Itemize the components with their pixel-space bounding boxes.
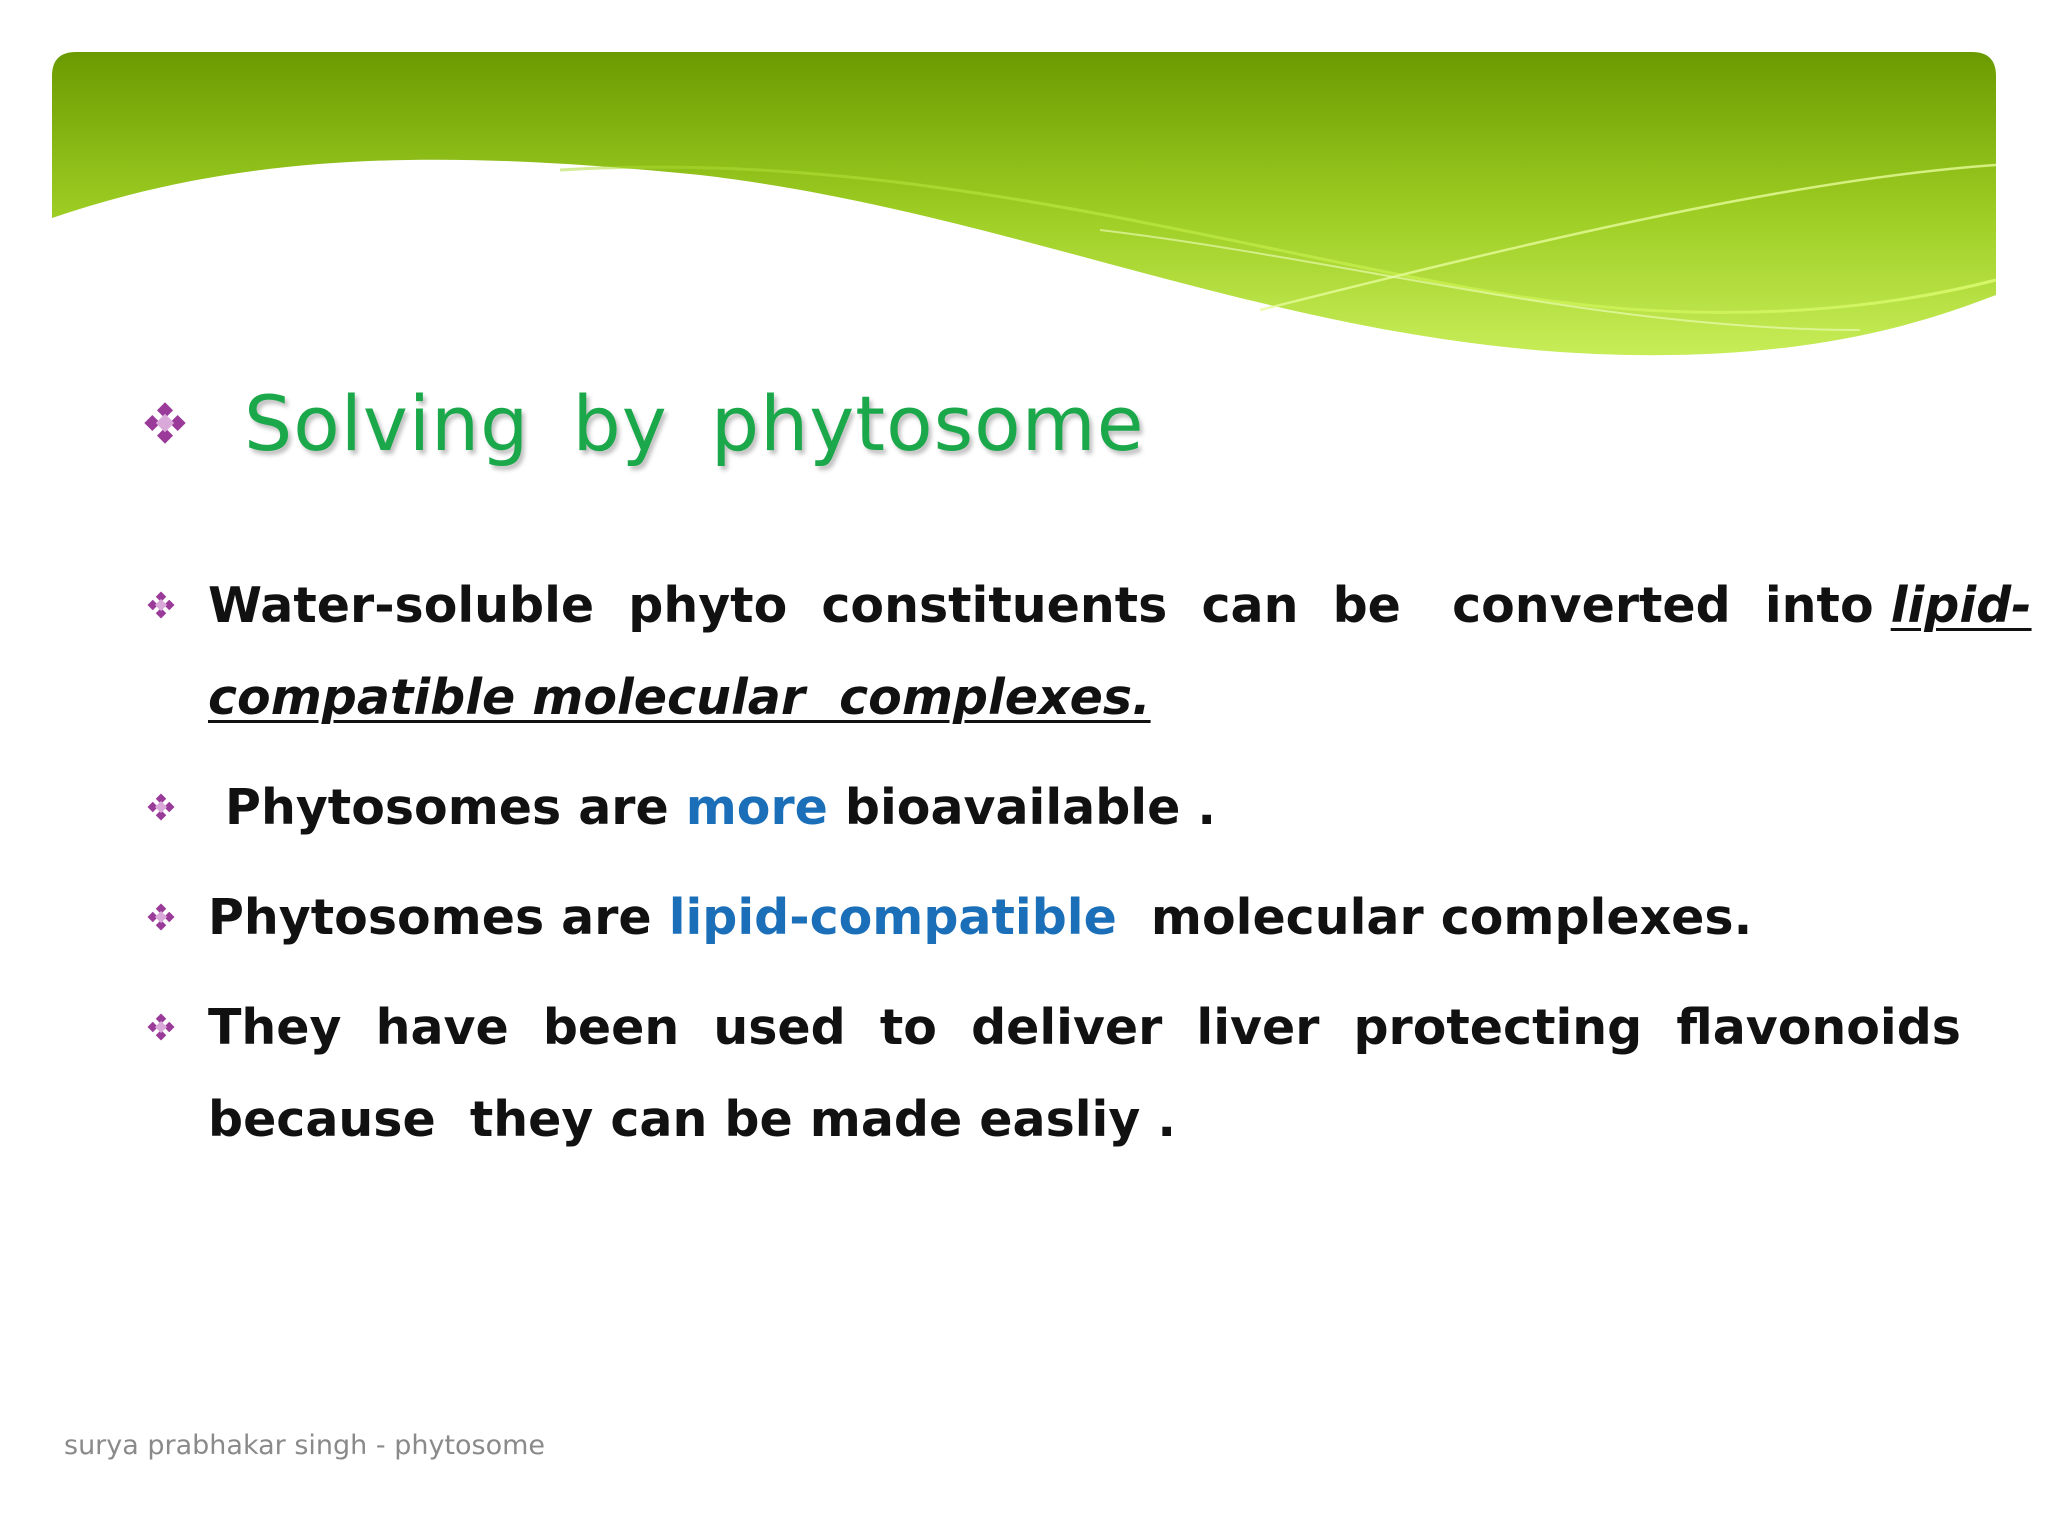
bullet-line: because they can be made easliy . [208, 1091, 1176, 1148]
page-title: Solving by phytosome [244, 378, 1145, 468]
bullet-line: They have been used to deliver liver protecting flavonoids [208, 999, 1961, 1056]
bullet-line: Water-soluble phyto constituents can be converted into lipid- [208, 577, 2032, 634]
bullet-line: Phytosomes are more bioavailable . [208, 779, 1216, 836]
bullet-line: Phytosomes are lipid-compatible molecular complexes. [208, 889, 1753, 946]
list-item [142, 872, 1922, 964]
title-row [142, 368, 1144, 478]
list-item [142, 982, 1961, 1166]
list-item [142, 560, 2032, 744]
bullet-list [142, 560, 2032, 1184]
diamond-bullet-icon [146, 792, 176, 822]
green-wave-banner [0, 0, 2048, 400]
footer-text: surya prabhakar singh - phytosome [64, 1430, 546, 1461]
bullet-line: compatible molecular complexes. [208, 669, 1151, 726]
diamond-bullet-icon [146, 1012, 176, 1042]
diamond-bullet-icon [142, 400, 188, 446]
list-item [142, 762, 1922, 854]
diamond-bullet-icon [146, 902, 176, 932]
diamond-bullet-icon [146, 590, 176, 620]
